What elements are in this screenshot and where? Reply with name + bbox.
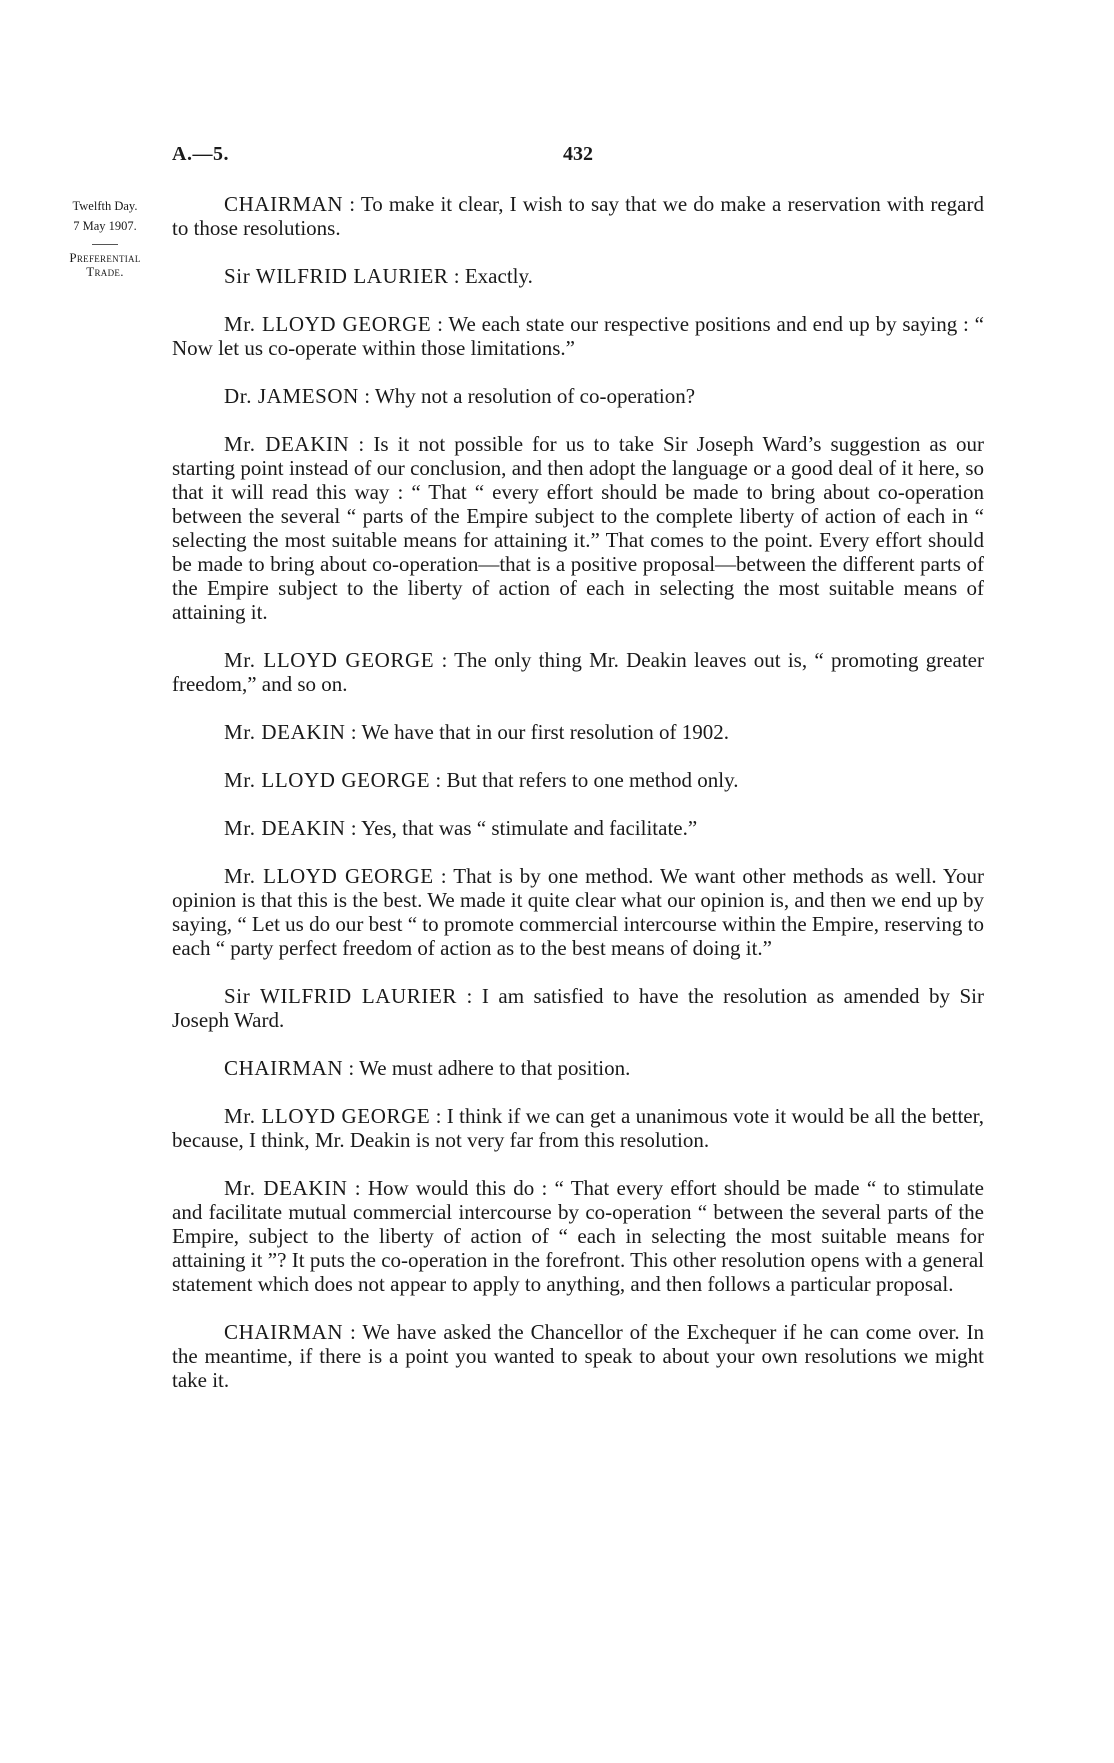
speech-text: Yes, that was “ stimulate and facilitate.” [361,816,698,840]
speaker-name: Sir WILFRID LAURIER [224,984,458,1008]
speech-paragraph: Mr. LLOYD GEORGE : I think if we can get a unanimous vote it would be all the better, because, I think, Mr. Deakin is not very far from this resolution. [172,1104,985,1152]
speech-paragraph: Sir WILFRID LAURIER : I am satisfied to have the resolution as amended by Sir Joseph Ward. [172,984,984,1032]
speech-text: To make it clear, I wish to say that we do make a reservation with regard to those resolutions. [172,192,984,240]
speaker-name: Dr. JAMESON [224,384,359,408]
speech-text: That is by one method. We want other methods as well. Your opinion is that this is the best. We made it quite clear what our opinion is, and then we end up by saying, “ Let us do our best “ to promote commercial intercourse within the Empire, reserving to each “ party perfect freedom of action as to the best means of doing it.” [172,864,984,960]
speech-text: The only thing Mr. Deakin leaves out is, “ promoting greater freedom,” and so on. [172,648,984,696]
speaker-name: Mr. DEAKIN [224,720,346,744]
margin-note [40,196,170,279]
speech-text: I think if we can get a unanimous vote it would be all the better, because, I think, Mr. Deakin is not very far from this resolution. [172,1104,985,1152]
margin-divider [92,244,118,245]
speech-text: I am satisfied to have the resolution as amended by Sir Joseph Ward. [172,984,984,1032]
speech-paragraph: Mr. DEAKIN : We have that in our first resolution of 1902. [224,720,729,744]
speech-paragraph: Dr. JAMESON : Why not a resolution of co-operation? [224,384,696,408]
speech-text: We have that in our first resolution of 1902. [361,720,729,744]
margin-topic-line-1: Preferential [69,250,141,265]
speech-text: Exactly. [464,264,533,288]
page-header [172,143,984,171]
page-number: 432 [563,143,593,165]
speech-paragraph: Mr. LLOYD GEORGE : That is by one method. We want other methods as well. Your opinion is that this is the best. We made it quite clear what our opinion is, and then we end up by saying, “ Let us do our best “ to promote commercial intercourse within the Empire, reserving to each “ party perfect freedom of action as to the best means of doing it.” [172,864,984,960]
speech-paragraph: Mr. DEAKIN : Yes, that was “ stimulate and facilitate.” [224,816,698,840]
speaker-name: Mr. DEAKIN [224,816,346,840]
speaker-name: Mr. LLOYD GEORGE [224,648,435,672]
speaker-name: Mr. LLOYD GEORGE [224,864,434,888]
speech-text: Why not a resolution of co-operation? [374,384,696,408]
speech-paragraph: Mr. LLOYD GEORGE : We each state our respective positions and end up by saying : “ Now let us co-operate within those limitations.” [172,312,984,360]
speaker-name: Mr. DEAKIN [224,432,350,456]
margin-topic-line-2: Trade. [86,264,124,279]
speech-paragraph: CHAIRMAN : We must adhere to that position. [224,1056,631,1080]
speaker-name: CHAIRMAN [224,192,344,216]
document-reference: A.—5. [172,143,229,165]
speech-text: We have asked the Chancellor of the Exchequer if he can come over. In the meantime, if there is a point you wanted to speak to about your own resolutions we might take it. [172,1320,984,1392]
margin-day: Twelfth Day. [72,199,138,213]
speech-paragraph: Mr. LLOYD GEORGE : The only thing Mr. Deakin leaves out is, “ promoting greater freedom,” and so on. [172,648,984,696]
speech-paragraph: Mr. LLOYD GEORGE : But that refers to one method only. [224,768,739,792]
speaker-name: Mr. LLOYD GEORGE [224,312,432,336]
speaker-name: CHAIRMAN [224,1056,344,1080]
speech-text: How would this do : “ That every effort should be made “ to stimulate and facilitate mutual commercial intercourse by co-operation “ between the several parts of the Empire, subject to the liberty of action of “ each in selecting the most suitable means for attaining it ”? It puts the co-operation in the forefront. This other resolution opens with a general statement which does not appear to apply to anything, and then follows a particular proposal. [172,1176,984,1296]
speaker-name: Sir WILFRID LAURIER [224,264,449,288]
speech-text: Is it not possible for us to take Sir Joseph Ward’s suggestion as our starting point instead of our conclusion, and then adopt the language or a good deal of it here, so that it will read this way : “ That “ every effort should be made to bring about co-operation between the several “ parts of the Empire subject to the complete liberty of action of each in “ selecting the most suitable means for attaining it.” That comes to the point. Every effort should be made to bring about co-operation—that is a positive proposal—between the different parts of the Empire subject to the liberty of action of each in selecting the most suitable means of attaining it. [172,432,984,624]
speech-paragraph: Sir WILFRID LAURIER : Exactly. [224,264,533,288]
margin-date: 7 May 1907. [73,219,137,233]
speech-text: But that refers to one method only. [446,768,739,792]
speech-text: We must adhere to that position. [359,1056,631,1080]
speech-text: We each state our respective positions and end up by saying : “ Now let us co-operate within those limitations.” [172,312,984,360]
speech-paragraph: Mr. DEAKIN : Is it not possible for us to take Sir Joseph Ward’s suggestion as our starting point instead of our conclusion, and then adopt the language or a good deal of it here, so that it will read this way : “ That “ every effort should be made to bring about co-operation between the several “ parts of the Empire subject to the complete liberty of action of each in “ selecting the most suitable means for attaining it.” That comes to the point. Every effort should be made to bring about co-operation—that is a positive proposal—between the different parts of the Empire subject to the liberty of action of each in selecting the most suitable means of attaining it. [172,432,984,624]
speaker-name: Mr. DEAKIN [224,1176,348,1200]
speaker-name: Mr. LLOYD GEORGE [224,1104,431,1128]
speech-paragraph: Mr. DEAKIN : How would this do : “ That every effort should be made “ to stimulate and facilitate mutual commercial intercourse by co-operation “ between the several parts of the Empire, subject to the liberty of action of “ each in selecting the most suitable means for attaining it ”? It puts the co-operation in the forefront. This other resolution opens with a general statement which does not appear to apply to anything, and then follows a particular proposal. [172,1176,984,1296]
transcript-body [172,192,984,1416]
speech-paragraph: CHAIRMAN : We have asked the Chancellor of the Exchequer if he can come over. In the meantime, if there is a point you wanted to speak to about your own resolutions we might take it. [172,1320,984,1392]
speech-paragraph: CHAIRMAN : To make it clear, I wish to say that we do make a reservation with regard to those resolutions. [172,192,984,240]
speaker-name: CHAIRMAN [224,1320,344,1344]
speaker-name: Mr. LLOYD GEORGE [224,768,431,792]
